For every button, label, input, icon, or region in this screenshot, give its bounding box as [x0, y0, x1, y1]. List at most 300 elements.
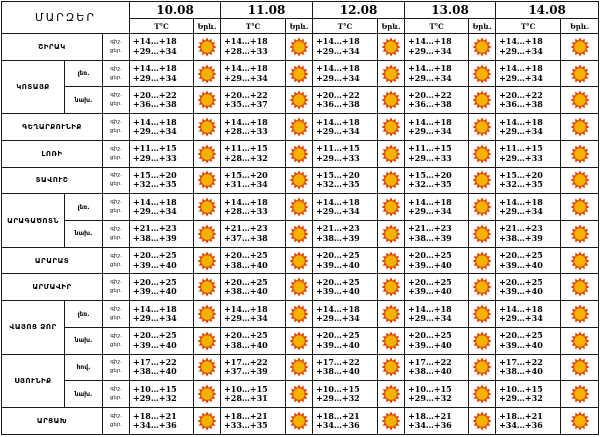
- day-temperature: +38…+40: [224, 259, 268, 270]
- weather-phenomenon-cell: [469, 87, 496, 114]
- temp-column-header: T°C: [496, 19, 561, 34]
- region-name: ՎԱՅՈՑ ՁՈՐ: [2, 301, 65, 354]
- day-temperature: +29…+34: [133, 206, 177, 217]
- night-temperature: +20…+25: [408, 276, 452, 287]
- night-temperature: +14…+18: [499, 303, 543, 314]
- day-temperature: +31…+34: [224, 179, 268, 190]
- day-temperature: +39…+40: [133, 259, 177, 270]
- night-temperature: +11…+15: [499, 143, 543, 154]
- weather-phenomenon-cell: [286, 247, 313, 274]
- night-label: գիշ.: [110, 199, 122, 206]
- region-name: ԿՈՏԱՅՔ: [2, 60, 65, 113]
- weather-phenomenon-cell: [469, 60, 496, 87]
- night-label: գիշ.: [110, 252, 122, 259]
- weather-phenomenon-cell: [194, 167, 221, 194]
- day-temperature: +38…+39: [408, 232, 452, 243]
- day-temperature: +29…+34: [499, 126, 543, 137]
- sun-icon: [194, 384, 220, 404]
- temperature-cell: [405, 221, 469, 248]
- weather-phenomenon-cell: [194, 194, 221, 221]
- sun-icon: [561, 144, 598, 164]
- day-temperature: +36…+38: [133, 99, 177, 110]
- phenomenon-column-header: Երև.: [561, 19, 599, 34]
- sun-icon: [194, 64, 220, 84]
- sun-icon: [469, 170, 495, 190]
- header-dates-row: [2, 2, 599, 19]
- day-label: ցեր.: [109, 181, 123, 188]
- weather-phenomenon-cell: [469, 381, 496, 408]
- sun-icon: [286, 331, 312, 351]
- weather-phenomenon-cell: [469, 167, 496, 194]
- day-temperature: +29…+34: [499, 206, 543, 217]
- day-temperature: +29…+34: [316, 206, 360, 217]
- weather-phenomenon-cell: [194, 87, 221, 114]
- weather-phenomenon-cell: [286, 114, 313, 141]
- weather-phenomenon-cell: [286, 167, 313, 194]
- sun-icon: [194, 117, 220, 137]
- day-label: ցեր.: [109, 74, 123, 81]
- sun-icon: [469, 90, 495, 110]
- night-temperature: +15…+20: [316, 169, 360, 180]
- night-label: գիշ.: [110, 38, 122, 45]
- day-night-label: [103, 354, 130, 381]
- day-temperature: +39…+40: [133, 339, 177, 350]
- sun-icon: [469, 304, 495, 324]
- sun-icon: [469, 384, 495, 404]
- temperature-cell: [496, 221, 561, 248]
- weather-phenomenon-cell: [194, 354, 221, 381]
- phenomenon-column-header: Երև.: [469, 19, 496, 34]
- sun-icon: [561, 277, 598, 297]
- night-temperature: +20…+25: [224, 330, 268, 341]
- night-temperature: +14…+18: [133, 196, 177, 207]
- region-name: ԼՈՌԻ: [2, 140, 103, 167]
- sun-icon: [378, 331, 404, 351]
- weather-phenomenon-cell: [561, 60, 599, 87]
- day-temperature: +35…+37: [224, 99, 268, 110]
- sun-icon: [378, 64, 404, 84]
- weather-phenomenon-cell: [378, 247, 405, 274]
- day-temperature: +39…+40: [408, 339, 452, 350]
- night-temperature: +14…+18: [408, 36, 452, 47]
- temperature-cell: [221, 140, 286, 167]
- temperature-cell: [130, 301, 194, 328]
- region-name: ԳԵՂԱՐՔՈՒՆԻՔ: [2, 114, 103, 141]
- weather-phenomenon-cell: [469, 140, 496, 167]
- weather-phenomenon-cell: [194, 140, 221, 167]
- temperature-cell: [221, 301, 286, 328]
- sun-icon: [378, 384, 404, 404]
- day-temperature: +28…+31: [224, 393, 268, 404]
- day-label: ցեր.: [109, 47, 123, 54]
- day-temperature: +39…+40: [499, 259, 543, 270]
- temperature-cell: [496, 327, 561, 354]
- region-name: ԱՐՄԱՎԻՐ: [2, 274, 103, 301]
- date-header: 13.08: [405, 2, 496, 19]
- sun-icon: [561, 357, 598, 377]
- sun-icon: [378, 144, 404, 164]
- date-header: 10.08: [130, 2, 221, 19]
- night-temperature: +17…+22: [499, 356, 543, 367]
- temperature-cell: [313, 34, 378, 61]
- region-name: ՏԱՎՈՒՇ: [2, 167, 103, 194]
- weather-phenomenon-cell: [469, 221, 496, 248]
- sun-icon: [561, 411, 598, 431]
- weather-phenomenon-cell: [378, 167, 405, 194]
- temperature-cell: [313, 114, 378, 141]
- sun-icon: [561, 64, 598, 84]
- temperature-cell: [313, 274, 378, 301]
- sun-icon: [469, 224, 495, 244]
- sun-icon: [194, 90, 220, 110]
- temperature-cell: [405, 87, 469, 114]
- day-night-label: [103, 194, 130, 221]
- temperature-cell: [313, 87, 378, 114]
- temperature-cell: [130, 114, 194, 141]
- temperature-cell: [221, 60, 286, 87]
- weather-phenomenon-cell: [378, 354, 405, 381]
- night-temperature: +15…+20: [499, 169, 543, 180]
- day-label: ցեր.: [109, 128, 123, 135]
- temperature-cell: [405, 167, 469, 194]
- temperature-cell: [130, 221, 194, 248]
- sun-icon: [286, 224, 312, 244]
- night-temperature: +14…+18: [408, 116, 452, 127]
- day-temperature: +38…+40: [224, 286, 268, 297]
- temperature-cell: [405, 274, 469, 301]
- day-temperature: +29…+34: [224, 72, 268, 83]
- temp-column-header: T°C: [130, 19, 194, 34]
- day-label: ցեր.: [109, 315, 123, 322]
- sun-icon: [561, 90, 598, 110]
- day-temperature: +38…+39: [316, 232, 360, 243]
- night-temperature: +20…+25: [133, 330, 177, 341]
- day-temperature: +29…+32: [316, 393, 360, 404]
- day-temperature: +38…+40: [224, 339, 268, 350]
- temperature-cell: [221, 408, 286, 435]
- weather-phenomenon-cell: [561, 87, 599, 114]
- temperature-cell: [221, 114, 286, 141]
- temperature-cell: [130, 87, 194, 114]
- weather-phenomenon-cell: [561, 301, 599, 328]
- weather-phenomenon-cell: [378, 60, 405, 87]
- date-header: 11.08: [221, 2, 313, 19]
- day-temperature: +28…+33: [224, 206, 268, 217]
- night-temperature: +14…+18: [499, 196, 543, 207]
- temperature-cell: [130, 327, 194, 354]
- sun-icon: [378, 170, 404, 190]
- weather-phenomenon-cell: [194, 274, 221, 301]
- night-temperature: +11…+15: [224, 143, 268, 154]
- subzone-label: հով.: [65, 354, 103, 381]
- day-temperature: +29…+32: [499, 393, 543, 404]
- night-temperature: +15…+20: [408, 169, 452, 180]
- night-temperature: +14…+18: [316, 196, 360, 207]
- night-temperature: +21…+23: [316, 223, 360, 234]
- forecast-row: [2, 247, 599, 274]
- day-night-label: [103, 221, 130, 248]
- region-name: ԱՐԱՐԱՏ: [2, 247, 103, 274]
- weather-phenomenon-cell: [469, 34, 496, 61]
- temperature-cell: [313, 140, 378, 167]
- region-name: ՇԻՐԱԿ: [2, 34, 103, 61]
- temperature-cell: [221, 87, 286, 114]
- sun-icon: [561, 224, 598, 244]
- day-temperature: +38…+39: [499, 232, 543, 243]
- sun-icon: [286, 411, 312, 431]
- phenomenon-column-header: Երև.: [378, 19, 405, 34]
- regions-header: ՄԱՐԶԵՐ: [2, 2, 130, 34]
- sun-icon: [286, 197, 312, 217]
- temperature-cell: [221, 327, 286, 354]
- day-temperature: +32…+35: [133, 179, 177, 190]
- day-temperature: +29…+33: [408, 152, 452, 163]
- temperature-cell: [313, 167, 378, 194]
- weather-phenomenon-cell: [561, 194, 599, 221]
- night-temperature: +21…+23: [408, 223, 452, 234]
- date-header: 12.08: [313, 2, 405, 19]
- temperature-cell: [221, 381, 286, 408]
- night-temperature: +20…+25: [499, 250, 543, 261]
- weather-phenomenon-cell: [469, 408, 496, 435]
- night-temperature: +14…+18: [316, 116, 360, 127]
- weather-phenomenon-cell: [469, 114, 496, 141]
- night-temperature: +15…+20: [224, 169, 268, 180]
- temperature-cell: [405, 408, 469, 435]
- night-temperature: +14…+18: [408, 196, 452, 207]
- sun-icon: [561, 117, 598, 137]
- sun-icon: [469, 331, 495, 351]
- day-temperature: +29…+34: [408, 45, 452, 56]
- night-temperature: +14…+18: [499, 36, 543, 47]
- night-temperature: +14…+18: [499, 116, 543, 127]
- day-night-label: [103, 87, 130, 114]
- weather-phenomenon-cell: [469, 247, 496, 274]
- sun-icon: [561, 197, 598, 217]
- day-temperature: +32…+35: [499, 179, 543, 190]
- day-temperature: +29…+34: [408, 313, 452, 324]
- night-temperature: +20…+22: [408, 89, 452, 100]
- temperature-cell: [496, 87, 561, 114]
- night-temperature: +14…+18: [224, 196, 268, 207]
- night-temperature: +11…+15: [316, 143, 360, 154]
- night-temperature: +20…+25: [224, 276, 268, 287]
- night-temperature: +14…+18: [316, 63, 360, 74]
- night-temperature: +14…+18: [224, 116, 268, 127]
- day-temperature: +29…+32: [408, 393, 452, 404]
- day-temperature: +29…+34: [316, 45, 360, 56]
- temperature-cell: [405, 114, 469, 141]
- temperature-cell: [313, 194, 378, 221]
- sun-icon: [286, 64, 312, 84]
- night-temperature: +14…+18: [133, 63, 177, 74]
- day-label: ցեր.: [109, 288, 123, 295]
- night-temperature: +14…+18: [133, 303, 177, 314]
- temperature-cell: [496, 274, 561, 301]
- sun-icon: [378, 411, 404, 431]
- region-name: ՍՅՈՒՆԻՔ: [2, 354, 65, 407]
- forecast-row: [2, 301, 599, 328]
- day-temperature: +28…+33: [224, 126, 268, 137]
- temperature-cell: [130, 60, 194, 87]
- night-temperature: +15…+20: [133, 169, 177, 180]
- sun-icon: [194, 331, 220, 351]
- night-temperature: +20…+25: [499, 330, 543, 341]
- day-temperature: +34…+36: [133, 420, 177, 431]
- night-temperature: +14…+18: [133, 36, 177, 47]
- temperature-cell: [496, 408, 561, 435]
- night-temperature: +18…+21: [408, 410, 452, 421]
- region-name: ԱՐՑԱԽ: [2, 408, 103, 435]
- day-temperature: +36…+38: [316, 99, 360, 110]
- day-temperature: +29…+34: [133, 126, 177, 137]
- sun-icon: [378, 37, 404, 57]
- temperature-cell: [496, 381, 561, 408]
- day-temperature: +29…+34: [408, 126, 452, 137]
- day-night-label: [103, 34, 130, 61]
- day-label: ցեր.: [109, 208, 123, 215]
- weather-phenomenon-cell: [286, 194, 313, 221]
- day-label: ցեր.: [109, 341, 123, 348]
- sun-icon: [286, 357, 312, 377]
- day-temperature: +29…+34: [408, 72, 452, 83]
- temperature-cell: [130, 167, 194, 194]
- day-night-label: [103, 114, 130, 141]
- night-temperature: +14…+18: [408, 63, 452, 74]
- day-temperature: +29…+34: [499, 313, 543, 324]
- day-temperature: +39…+40: [316, 339, 360, 350]
- weather-phenomenon-cell: [286, 274, 313, 301]
- day-label: ցեր.: [109, 101, 123, 108]
- night-temperature: +20…+22: [316, 89, 360, 100]
- sun-icon: [469, 197, 495, 217]
- day-temperature: +28…+33: [224, 45, 268, 56]
- sun-icon: [378, 90, 404, 110]
- temperature-cell: [221, 354, 286, 381]
- night-label: գիշ.: [110, 172, 122, 179]
- sun-icon: [469, 277, 495, 297]
- night-label: գիշ.: [110, 145, 122, 152]
- day-night-label: [103, 408, 130, 435]
- day-temperature: +29…+33: [316, 152, 360, 163]
- temperature-cell: [405, 301, 469, 328]
- sun-icon: [378, 277, 404, 297]
- temperature-cell: [496, 140, 561, 167]
- weather-phenomenon-cell: [561, 167, 599, 194]
- temperature-cell: [130, 34, 194, 61]
- night-temperature: +17…+22: [224, 356, 268, 367]
- sun-icon: [194, 224, 220, 244]
- weather-phenomenon-cell: [194, 114, 221, 141]
- day-temperature: +29…+34: [133, 72, 177, 83]
- day-night-label: [103, 327, 130, 354]
- night-temperature: +10…+15: [224, 383, 268, 394]
- temperature-cell: [405, 354, 469, 381]
- night-temperature: +17…+22: [316, 356, 360, 367]
- temp-column-header: T°C: [221, 19, 286, 34]
- night-label: գիշ.: [110, 359, 122, 366]
- sun-icon: [561, 251, 598, 271]
- forecast-row: [2, 140, 599, 167]
- day-temperature: +36…+38: [499, 99, 543, 110]
- weather-phenomenon-cell: [561, 34, 599, 61]
- night-temperature: +11…+15: [133, 143, 177, 154]
- sun-icon: [194, 144, 220, 164]
- night-temperature: +20…+25: [133, 250, 177, 261]
- temperature-cell: [496, 114, 561, 141]
- sun-icon: [286, 384, 312, 404]
- weather-phenomenon-cell: [561, 408, 599, 435]
- temperature-cell: [130, 140, 194, 167]
- temperature-cell: [130, 408, 194, 435]
- night-label: գիշ.: [110, 119, 122, 126]
- weather-phenomenon-cell: [561, 114, 599, 141]
- temperature-cell: [405, 194, 469, 221]
- weather-phenomenon-cell: [378, 381, 405, 408]
- sun-icon: [286, 304, 312, 324]
- sun-icon: [561, 304, 598, 324]
- weather-phenomenon-cell: [286, 354, 313, 381]
- day-temperature: +28…+32: [224, 152, 268, 163]
- subzone-label: նախ.: [65, 327, 103, 354]
- temperature-cell: [313, 354, 378, 381]
- day-temperature: +34…+36: [499, 420, 543, 431]
- day-temperature: +29…+34: [408, 206, 452, 217]
- temperature-cell: [496, 247, 561, 274]
- weather-phenomenon-cell: [194, 60, 221, 87]
- sun-icon: [194, 277, 220, 297]
- temperature-cell: [130, 274, 194, 301]
- day-temperature: +29…+34: [499, 72, 543, 83]
- day-night-label: [103, 274, 130, 301]
- weather-phenomenon-cell: [378, 34, 405, 61]
- day-temperature: +29…+33: [499, 152, 543, 163]
- forecast-row: [2, 221, 599, 248]
- weather-phenomenon-cell: [194, 247, 221, 274]
- day-temperature: +29…+34: [133, 45, 177, 56]
- night-temperature: +18…+21: [499, 410, 543, 421]
- weather-phenomenon-cell: [561, 247, 599, 274]
- weather-phenomenon-cell: [378, 408, 405, 435]
- weather-phenomenon-cell: [378, 301, 405, 328]
- night-temperature: +20…+22: [499, 89, 543, 100]
- weather-phenomenon-cell: [378, 140, 405, 167]
- day-label: ցեր.: [109, 422, 123, 429]
- temperature-cell: [221, 247, 286, 274]
- temperature-cell: [221, 194, 286, 221]
- night-temperature: +11…+15: [408, 143, 452, 154]
- date-header: 14.08: [496, 2, 599, 19]
- temperature-cell: [313, 408, 378, 435]
- day-temperature: +39…+40: [316, 259, 360, 270]
- weather-phenomenon-cell: [469, 354, 496, 381]
- night-temperature: +10…+15: [408, 383, 452, 394]
- subzone-label: լեռ.: [65, 301, 103, 328]
- weather-phenomenon-cell: [194, 301, 221, 328]
- subzone-label: նախ.: [65, 87, 103, 114]
- night-temperature: +18…+21: [133, 410, 177, 421]
- weather-phenomenon-cell: [469, 194, 496, 221]
- night-temperature: +14…+18: [224, 36, 268, 47]
- temperature-cell: [221, 221, 286, 248]
- weather-phenomenon-cell: [286, 327, 313, 354]
- day-temperature: +39…+40: [133, 286, 177, 297]
- night-temperature: +21…+23: [499, 223, 543, 234]
- weather-phenomenon-cell: [378, 194, 405, 221]
- weather-phenomenon-cell: [561, 140, 599, 167]
- temperature-cell: [405, 34, 469, 61]
- day-temperature: +29…+34: [499, 45, 543, 56]
